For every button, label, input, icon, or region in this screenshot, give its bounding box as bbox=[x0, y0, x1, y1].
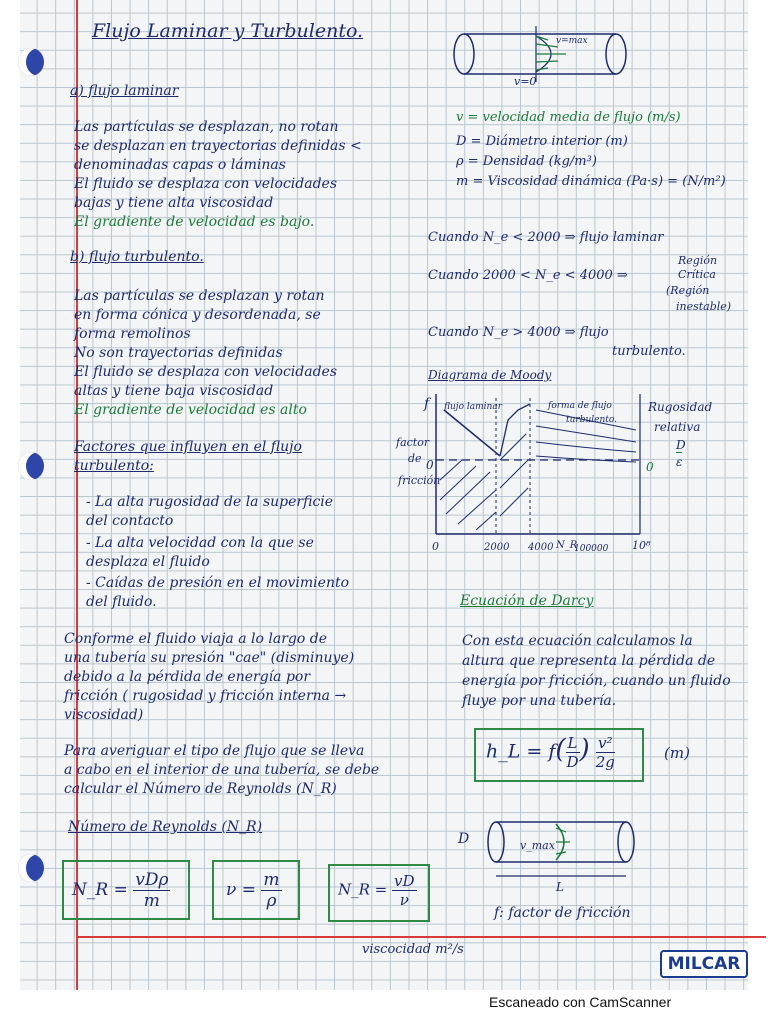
critical-note-3: (Región bbox=[666, 284, 710, 297]
factor-item: - La alta rugosidad de la superficie bbox=[86, 494, 334, 510]
text-line: viscosidad) bbox=[64, 707, 144, 723]
pipe2-vmax-label: v_max bbox=[520, 839, 555, 852]
moody-tick-100000: 100000 bbox=[574, 544, 609, 554]
formula-numerator: L bbox=[567, 734, 578, 752]
text-line: a cabo en el interior de una tubería, se debe bbox=[64, 762, 380, 778]
milcar-logo: MILCAR bbox=[660, 950, 748, 978]
pipe2-l-label: L bbox=[556, 880, 564, 894]
text-line: denominadas capas o láminas bbox=[74, 157, 286, 173]
text-line: altas y tiene baja viscosidad bbox=[74, 383, 274, 399]
bottom-line bbox=[76, 936, 766, 938]
critical-condition: Cuando 2000 < N_e < 4000 ⇒ bbox=[428, 268, 628, 283]
moody-tick-1e8: 10⁸ bbox=[632, 539, 651, 552]
text-line: bajas y tiene alta viscosidad bbox=[74, 195, 274, 211]
moody-tick-4000: 4000 bbox=[528, 542, 554, 553]
text-line: Conforme el fluido viaja a lo largo de bbox=[64, 631, 327, 647]
formula-lhs: N_R = bbox=[338, 880, 388, 899]
formula-numerator: vD bbox=[394, 872, 415, 890]
moody-turb-label-1: forma de flujo bbox=[548, 401, 612, 411]
kinematic-viscosity-formula bbox=[226, 870, 282, 911]
paren: ) bbox=[579, 734, 590, 765]
formula-numerator: m bbox=[263, 870, 280, 890]
formula-numerator: v² bbox=[596, 734, 615, 753]
reynolds-formula-2 bbox=[338, 872, 417, 909]
moody-zero-right: 0 bbox=[646, 460, 654, 474]
text-line: Las partículas se desplazan y rotan bbox=[74, 288, 325, 304]
darcy-text: energía por fricción, cuando un fluido bbox=[462, 673, 731, 689]
def-viscosity: m = Viscosidad dinámica (Pa·s) = (N/m²) bbox=[456, 174, 726, 189]
moody-tick-2000: 2000 bbox=[484, 542, 510, 553]
text-line: Para averiguar el tipo de flujo que se lleva bbox=[64, 743, 365, 759]
laminar-condition: Cuando N_e < 2000 ⇒ flujo laminar bbox=[428, 230, 664, 245]
formula-fraction bbox=[566, 734, 580, 771]
def-diameter: D = Diámetro interior (m) bbox=[456, 134, 628, 149]
formula-denominator: ν bbox=[399, 891, 409, 909]
binder-hole bbox=[18, 48, 44, 76]
critical-note-1: Región bbox=[678, 254, 718, 267]
text-line: en forma cónica y desordenada, se bbox=[74, 307, 321, 323]
text-line: se desplazan en trayectorias definidas < bbox=[74, 138, 362, 154]
laminar-pipe-sketch bbox=[448, 24, 648, 94]
text-line: fricción ( rugosidad y fricción interna → bbox=[64, 688, 347, 704]
factors-heading-cont: turbulento: bbox=[74, 458, 154, 474]
text-line: El fluido se desplaza con velocidades bbox=[74, 364, 338, 380]
laminar-heading: a) flujo laminar bbox=[70, 83, 179, 99]
formula-denominator: D bbox=[566, 753, 579, 771]
darcy-unit: (m) bbox=[664, 744, 690, 762]
formula-lhs: h_L = f bbox=[486, 740, 556, 763]
camscanner-footer: Escaneado con CamScanner bbox=[489, 994, 672, 1010]
darcy-text: altura que representa la pérdida de bbox=[462, 653, 716, 669]
formula-lhs: ν = bbox=[226, 880, 256, 900]
pipe2-d-label: D bbox=[458, 831, 470, 847]
formula-numerator: vDρ bbox=[135, 870, 169, 890]
formula-fraction bbox=[392, 872, 417, 909]
text-line: Las partículas se desplazan, no rotan bbox=[74, 119, 339, 135]
text-line: una tubería su presión "cae" (disminuye) bbox=[64, 650, 355, 666]
formula-denominator: m bbox=[143, 891, 160, 911]
turbulent-condition: Cuando N_e > 4000 ⇒ flujo bbox=[428, 325, 609, 340]
moody-ylabel-2: de bbox=[408, 452, 422, 465]
moody-tick-0: 0 bbox=[432, 540, 439, 553]
moody-laminar-label: flujo laminar bbox=[444, 402, 502, 412]
turbulent-condition-cont: turbulento. bbox=[612, 344, 686, 359]
moody-diagram bbox=[396, 390, 666, 550]
def-velocity: v = velocidad media de flujo (m/s) bbox=[456, 110, 681, 125]
text-line: El fluido se desplaza con velocidades bbox=[74, 176, 338, 192]
factor-item: - La alta velocidad con la que se bbox=[86, 535, 314, 551]
binder-hole bbox=[18, 854, 44, 882]
binder-hole bbox=[18, 452, 44, 480]
turbulent-heading: b) flujo turbulento. bbox=[70, 249, 204, 265]
moody-ylabel-1: factor bbox=[396, 436, 430, 449]
darcy-formula bbox=[486, 734, 615, 771]
moody-turb-label-2: turbulento. bbox=[566, 415, 618, 425]
factor-item: desplaza el fluido bbox=[86, 554, 210, 570]
moody-title: Diagrama de Moody bbox=[428, 368, 552, 382]
formula-fraction bbox=[596, 734, 615, 771]
reynolds-formula bbox=[72, 870, 170, 911]
laminar-gradient-note: El gradiente de velocidad es bajo. bbox=[74, 214, 315, 230]
formula-lhs: N_R = bbox=[72, 880, 128, 900]
formula-denominator: 2g bbox=[595, 753, 615, 771]
text-line: debido a la pérdida de energía por bbox=[64, 669, 311, 685]
pipe-v0-label: v=0 bbox=[514, 75, 537, 88]
turbulent-gradient-note: El gradiente de velocidad es alto bbox=[74, 402, 307, 418]
formula-fraction bbox=[133, 870, 170, 911]
text-line: calcular el Número de Reynolds (N_R) bbox=[64, 781, 337, 797]
viscosity-note: viscocidad m²/s bbox=[362, 942, 464, 957]
factors-heading: Factores que influyen en el flujo bbox=[74, 439, 302, 455]
def-density: ρ = Densidad (kg/m³) bbox=[456, 154, 597, 169]
paren: ( bbox=[555, 734, 566, 765]
formula-fraction bbox=[261, 870, 281, 911]
moody-rough-num: D bbox=[676, 438, 686, 452]
pipe-vmax-label: v=max bbox=[556, 36, 588, 46]
moody-rough-label-1: Rugosidad bbox=[648, 400, 713, 414]
critical-note-2: Crítica bbox=[678, 268, 716, 281]
text-line: No son trayectorias definidas bbox=[74, 345, 283, 361]
moody-ylabel-3: fricción bbox=[398, 474, 441, 487]
moody-rough-label-2: relativa bbox=[654, 420, 701, 434]
moody-f-label: f bbox=[424, 396, 430, 412]
moody-tick-nr: N_R bbox=[556, 540, 578, 551]
darcy-heading: Ecuación de Darcy bbox=[460, 593, 594, 609]
factor-item: del fluido. bbox=[86, 594, 157, 610]
factor-item: del contacto bbox=[86, 513, 174, 529]
text-line: forma remolinos bbox=[74, 326, 191, 342]
critical-note-4: inestable) bbox=[676, 300, 732, 313]
darcy-text: Con esta ecuación calculamos la bbox=[462, 633, 693, 649]
friction-note: f: factor de fricción bbox=[494, 905, 631, 921]
page-title: Flujo Laminar y Turbulento. bbox=[92, 20, 364, 42]
moody-rough-den: ε bbox=[676, 452, 682, 472]
darcy-text: fluye por una tubería. bbox=[462, 693, 617, 709]
factor-item: - Caídas de presión en el movimiento bbox=[86, 575, 350, 591]
reynolds-heading: Número de Reynolds (N_R) bbox=[68, 819, 263, 835]
moody-zero-left: 0 bbox=[426, 458, 434, 472]
formula-denominator: ρ bbox=[266, 891, 277, 911]
